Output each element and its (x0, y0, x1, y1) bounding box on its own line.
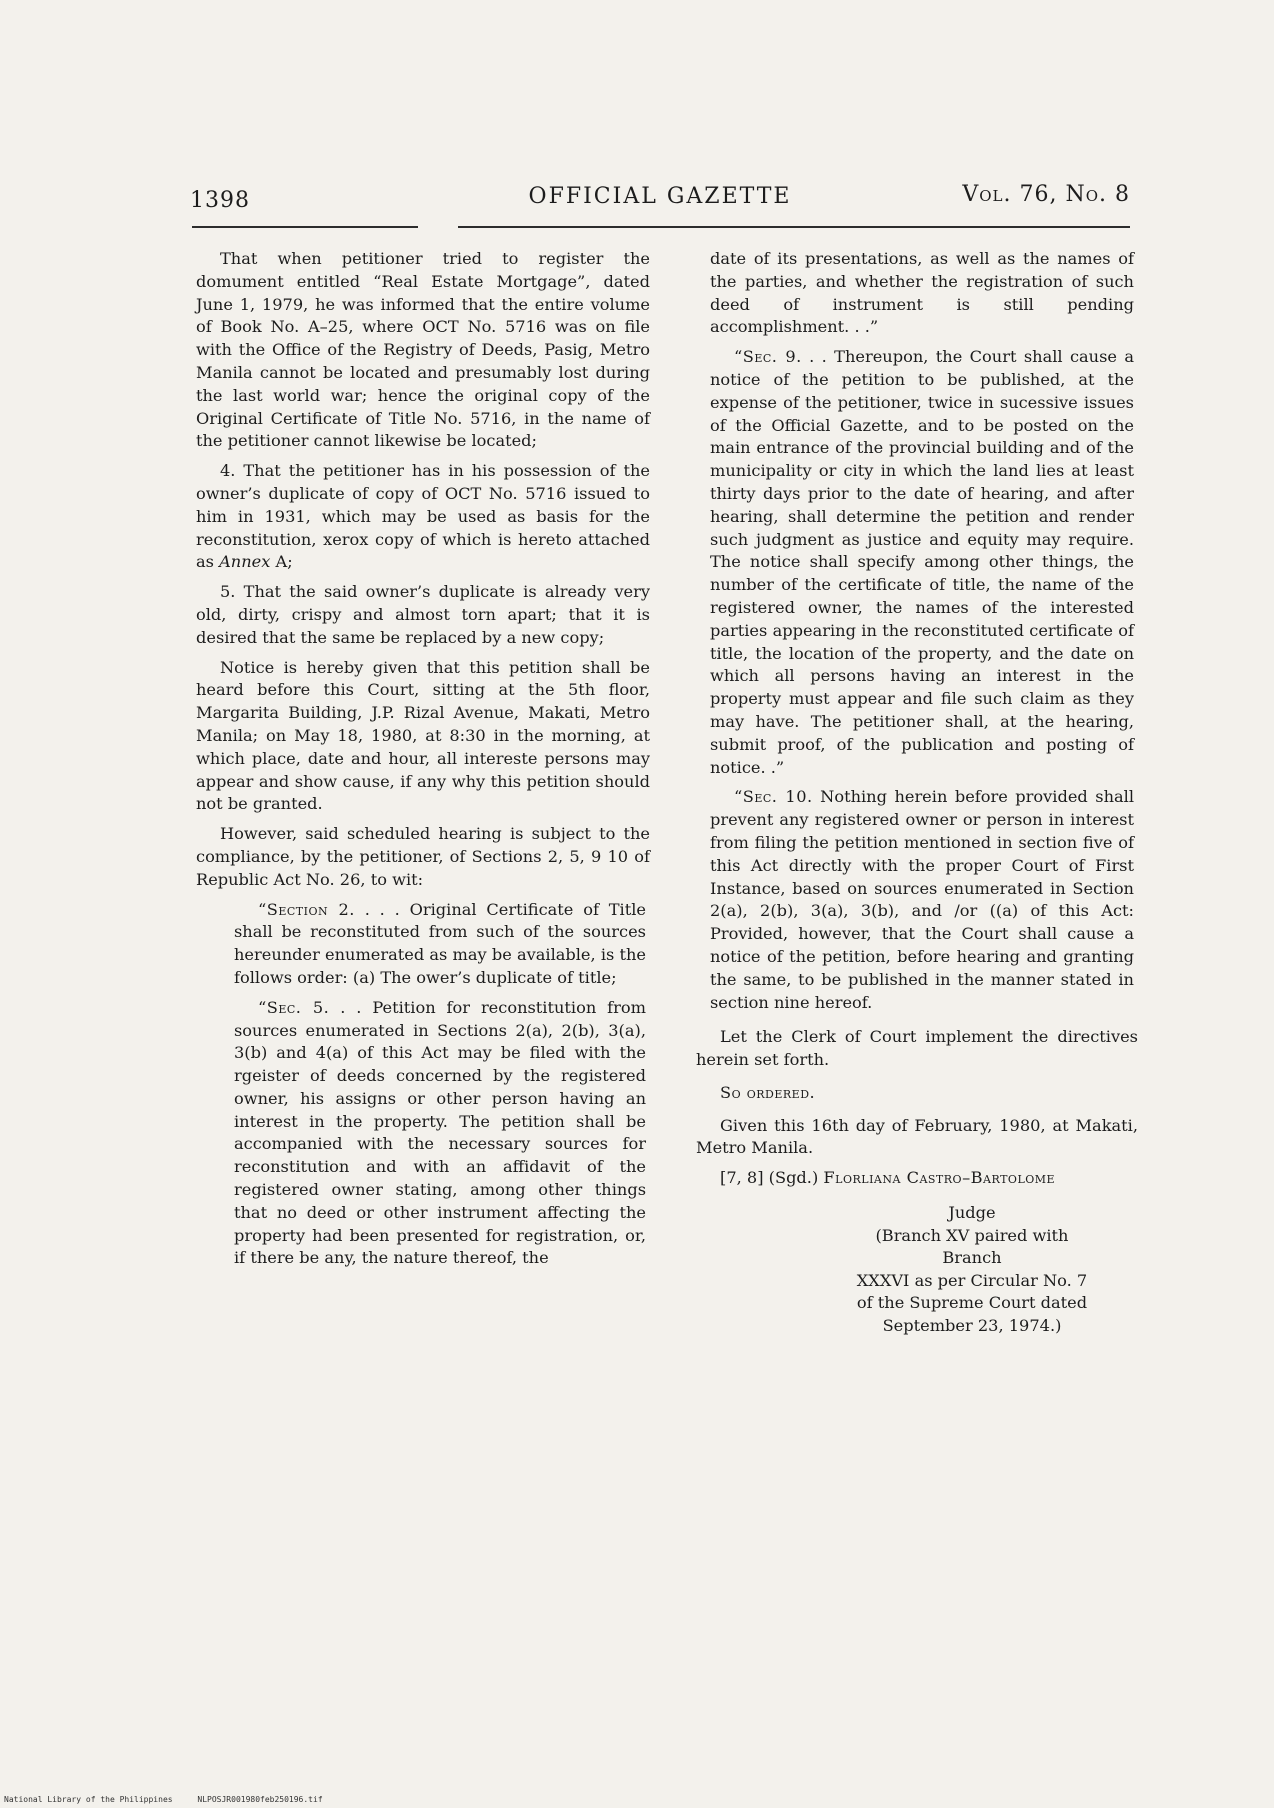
paragraph: Given this 16th day of February, 1980, at Makati, Metro Manila. (696, 1115, 1138, 1158)
judge-branch-line: (Branch XV paired with Branch (875, 1225, 1069, 1268)
section-label: “Sec. 9. (734, 347, 802, 367)
section-text: . . . Original Certificate of Title shall be reconstituted from such of the sources hereunder enumerated as may be available, is the follows order: (a) The ower’s duplicate of title; (234, 899, 646, 987)
publication-title: OFFICIAL GAZETTE (528, 184, 792, 209)
section-label: “Sec. 10. (734, 787, 813, 807)
so-ordered: So ordered. (720, 1082, 816, 1102)
quoted-section-continued: date of its presentations, as well as the names of the parties, and whether the registration of such deed of instrument is still pending accomplishment. . .” (710, 249, 1134, 337)
judge-title: Judge (948, 1203, 996, 1223)
volume-number: Vol. 76, No. 8 (962, 182, 1130, 207)
quoted-section (234, 997, 646, 1271)
judge-branch-line: XXXVI as per Circular No. 7 (856, 1270, 1088, 1290)
paragraph: 5. That the said owner’s duplicate is already very old, dirty, crispy and almost torn apart; that it is desired that the same be replaced by a new copy; (196, 582, 650, 647)
page-number: 1398 (190, 188, 250, 213)
section-label: “Sec. 5. (258, 997, 330, 1017)
file-stamp: NLPOSJR001980feb250196.tif (197, 1795, 323, 1804)
section-text: . . Petition for reconstitution from sources enumerated in Sections 2(a), 2(b), 3(a), 3(b) and 4(a) of this Act may be filed with the rgeister of deeds concerned by the registered owner, his assigns or other person having an interest in the property. The petition shall be accompanied with the necessary sources for reconstitution and with an affidavit of the registered owner stating, among other things that no deed or other instrument affecting the property had been presented for registration, or, if there be any, the nature thereof, the (234, 997, 647, 1268)
paragraph-text: 4. That the petitioner has in his possession of the owner’s duplicate of copy of OCT No. 5716 issued to him in 1931, which may be used as basis for the reconstitution, xerox copy of which is hereto attached as (196, 461, 650, 572)
judge-block (846, 1202, 1098, 1337)
paragraph: Notice is hereby given that this petition shall be heard before this Court, sitting at the 5th floor, Margarita Building, J.P. Rizal Avenue, Makati, Metro Manila; on May 18, 1980, at 8:30 in the morning, at which place, date and hour, all intereste persons may appear and show cause, if any why this petition should not be granted. (196, 657, 650, 814)
section-label: “Section 2. (258, 899, 355, 919)
annex-label: Annex (219, 552, 271, 572)
paragraph: However, said scheduled hearing is subject to the compliance, by the petitioner, of Sections 2, 5, 9 10 of Republic Act No. 26, to wit: (196, 824, 650, 889)
judge-branch-line: September 23, 1974.) (882, 1315, 1062, 1335)
scan-footer (4, 1795, 343, 1804)
section-text: Nothing herein before provided shall prevent any registered owner or person in interest from filing the petition mentioned in section five of this Act directly with the proper Court of First Instance, based on sources enumerated in Section 2(a), 2(b), 3(a), 3(b), and /or ((a) of this Act: Provided, however, that the Court shall cause a notice of the petition, before hearing and granting the same, to be published in the manner stated in section nine hereof. (710, 787, 1134, 1012)
signature-line (696, 1167, 1138, 1190)
quoted-section (234, 899, 646, 990)
quoted-section (710, 346, 1134, 779)
judge-branch-line: of the Supreme Court dated (856, 1293, 1088, 1313)
judge-name: Florliana Castro–Bartolome (823, 1168, 1056, 1188)
right-column (696, 248, 1138, 1337)
header-rule-gap (418, 222, 458, 230)
paragraph (196, 460, 650, 574)
left-column (196, 248, 650, 1277)
paragraph-text: A; (270, 552, 293, 572)
running-header (190, 178, 1130, 218)
section-text: . . Thereupon, the Court shall cause a notice of the petition to be published, at the expense of the petitioner, twice in sucessive issues of the Official Gazette, and to be posted on the main entrance of the provincial building and of the municipality or city in which the land lies at least thirty days prior to the date of hearing, and after hearing, shall determine the petition and render such judgment as justice and equity may require. The notice shall specify among other things, the number of the certificate of title, the name of the registered owner, the names of the interested parties appearing in the reconstituted certificate of title, the location of the property, and the date on which all persons having an interest in the property must appear and file such claim as they may have. The petitioner shall, at the hearing, submit proof, of the publication and posting of notice. .” (710, 347, 1134, 777)
paragraph: Let the Clerk of Court implement the directives herein set forth. (696, 1027, 1138, 1070)
paragraph: That when petitioner tried to register the domument entitled “Real Estate Mortgage”, dated June 1, 1979, he was informed that the entire volume of Book No. A–25, where OCT No. 5716 was on file with the Office of the Registry of Deeds, Pasig, Metro Manila cannot be located and presumably lost during the last world war; hence the original copy of the Original Certificate of Title No. 5716, in the name of the petitioner cannot likewise be located; (196, 249, 650, 451)
library-stamp: National Library of the Philippines (4, 1795, 173, 1804)
signature-reference: [7, 8] (Sgd.) (720, 1168, 819, 1188)
quoted-section (710, 786, 1134, 1014)
header-rule (192, 226, 1130, 228)
